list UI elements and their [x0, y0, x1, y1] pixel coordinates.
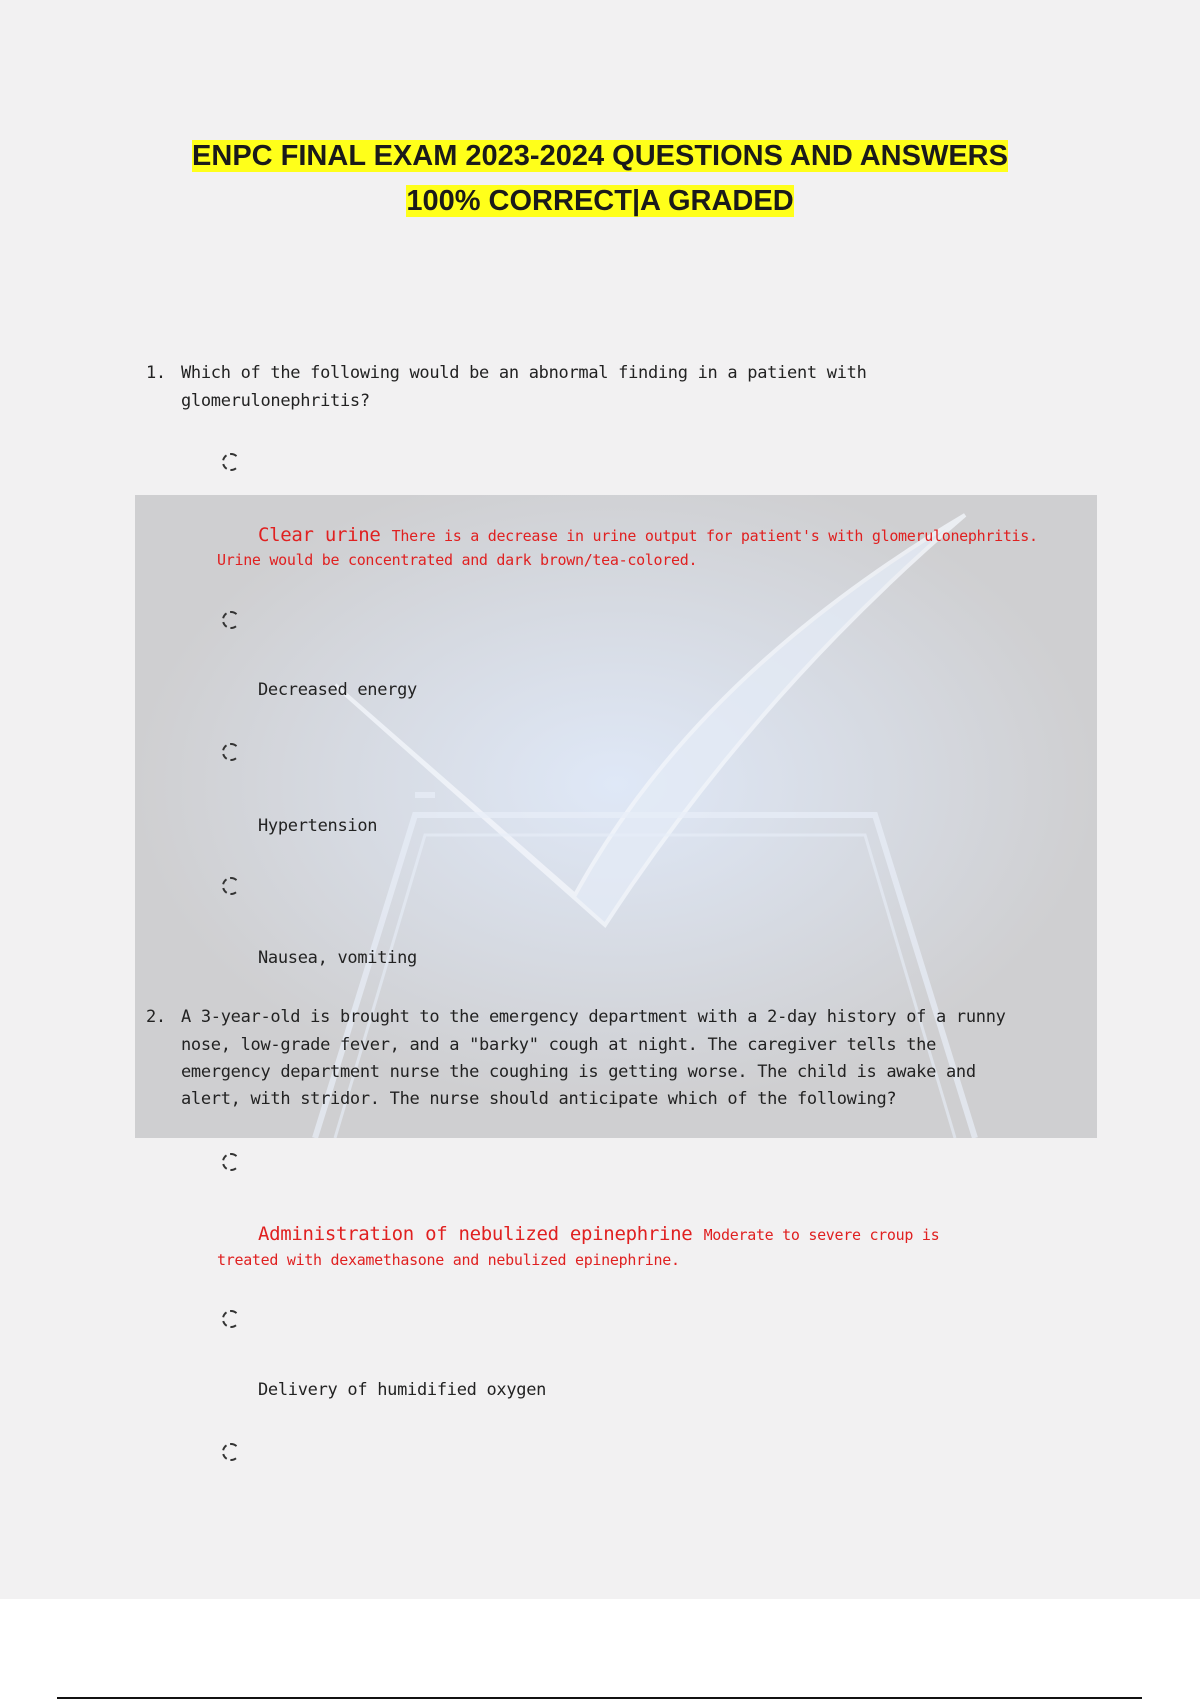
question-text: Which of the following would be an abnormal finding in a patient with [181, 363, 867, 383]
question-text: glomerulonephritis? [181, 391, 370, 411]
answer-label: Administration of nebulized epinephrine [258, 1223, 693, 1245]
answer-explanation: There is a decrease in urine output for patient's with glomerulonephritis. [391, 527, 1038, 545]
answer-explanation: treated with dexamethasone and nebulized epinephrine. [217, 1251, 680, 1269]
radio-button[interactable] [222, 453, 240, 471]
question-text: emergency department nurse the coughing is getting worse. The child is awake and [181, 1062, 976, 1082]
question-text: nose, low-grade fever, and a "barky" cough at night. The caregiver tells the [181, 1035, 937, 1055]
correct-answer [258, 524, 1038, 546]
document-title-line-2 [0, 185, 1200, 218]
question-text: alert, with stridor. The nurse should anticipate which of the following? [181, 1089, 897, 1109]
document-title [0, 140, 1200, 173]
answer-explanation: Urine would be concentrated and dark brown/tea-colored. [217, 551, 698, 569]
correct-answer [258, 1223, 939, 1245]
question-text: A 3-year-old is brought to the emergency department with a 2-day history of a runny [181, 1007, 1006, 1027]
footer-divider [57, 1697, 1142, 1699]
title-line-2: 100% CORRECT|A GRADED [406, 185, 794, 217]
question-number: 1. [146, 363, 166, 383]
radio-button[interactable] [222, 1153, 240, 1171]
answer-explanation: Moderate to severe croup is [703, 1226, 940, 1244]
option-label: Nausea, vomiting [258, 948, 417, 968]
radio-button[interactable] [222, 877, 240, 895]
option-label: Hypertension [258, 816, 378, 836]
title-line-1: ENPC FINAL EXAM 2023-2024 QUESTIONS AND ANSWERS [192, 140, 1008, 172]
answer-label: Clear urine [258, 524, 381, 546]
radio-button[interactable] [222, 1310, 240, 1328]
radio-button[interactable] [222, 611, 240, 629]
option-label: Delivery of humidified oxygen [258, 1380, 547, 1400]
option-label: Decreased energy [258, 680, 417, 700]
radio-button[interactable] [222, 743, 240, 761]
question-number: 2. [146, 1007, 166, 1027]
radio-button[interactable] [222, 1443, 240, 1461]
